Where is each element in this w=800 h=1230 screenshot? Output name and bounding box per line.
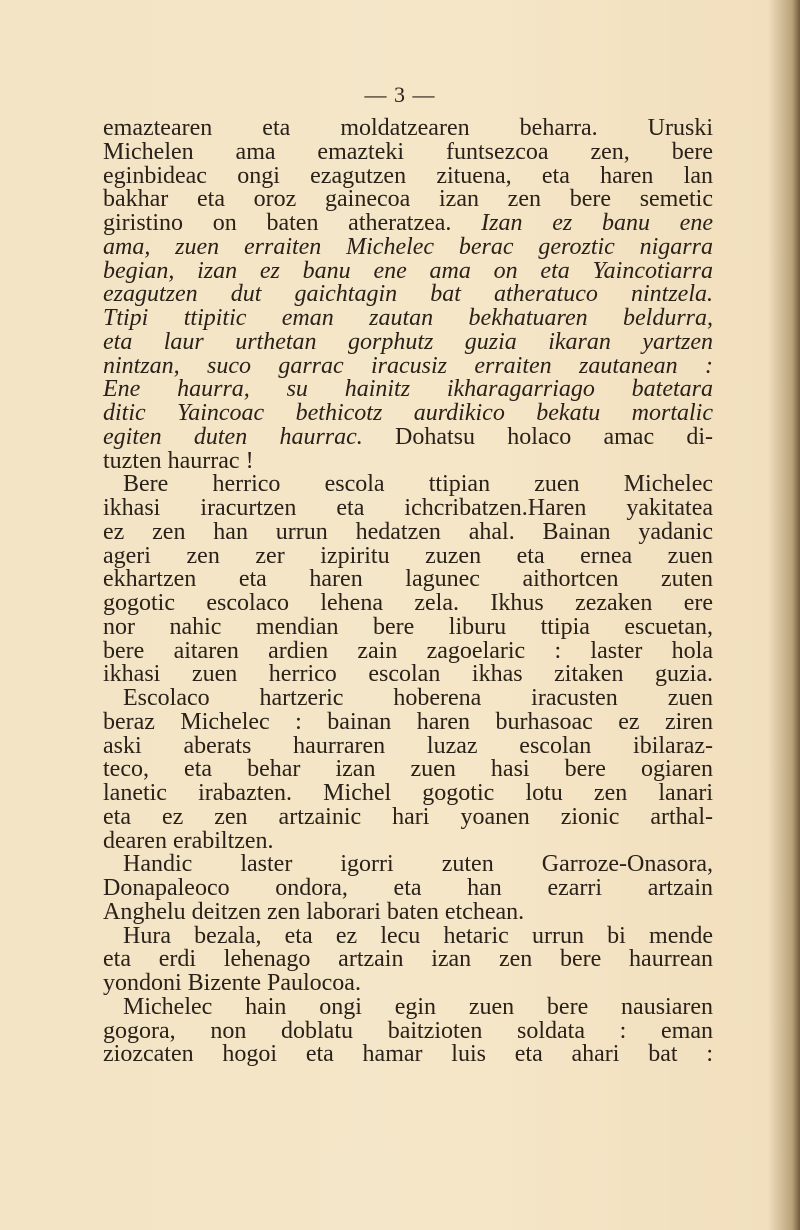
italic-text: begian, izan ez banu ene ama on eta Yaincotiarra	[103, 257, 713, 284]
text-segment: eta erdi lehenago artzain izan zen bere haurrean	[103, 946, 713, 973]
text-line	[103, 993, 713, 1020]
italic-text: ditic Yaincoac bethicotz aurdikico bekatu mortalic	[103, 400, 713, 426]
text-line	[103, 803, 713, 830]
text-segment: Michelec hain ongi egin zuen bere nausiaren	[123, 993, 713, 1020]
text-line	[103, 402, 713, 426]
text-line	[103, 233, 713, 260]
text-line	[103, 188, 713, 212]
italic-text: ama, zuen erraiten Michelec berac geroztic nigarra	[103, 233, 713, 260]
text-segment: gogora, non doblatu baitzioten soldata : eman	[103, 1017, 713, 1044]
text-line	[103, 637, 713, 664]
text-line	[103, 972, 713, 996]
text-segment: eta ez zen artzainic hari yoanen zionic arthal-	[103, 803, 713, 830]
text-segment: bere aitaren ardien zain zagoelaric : laster hola	[103, 637, 713, 664]
text-line	[103, 1017, 713, 1044]
text-segment: nor nahic mendian bere liburu ttipia escuetan,	[103, 613, 713, 640]
text-segment: emaztearen eta moldatzearen beharra. Uruski	[103, 115, 713, 141]
text-line	[103, 542, 713, 569]
text-segment: Handic laster igorri zuten Garroze-Onasora,	[123, 851, 713, 878]
text-segment: Michelen ama emazteki funtsezcoa zen, bere	[103, 138, 713, 165]
text-segment: dearen erabiltzen.	[103, 827, 274, 854]
text-line	[103, 708, 713, 735]
text-line	[103, 687, 713, 711]
text-segment: beraz Michelec : bainan haren burhasoac ez ziren	[103, 708, 713, 735]
text-line	[103, 518, 713, 545]
body-text	[103, 117, 713, 1067]
italic-text: Ene haurra, su hainitz ikharagarriago batetara	[103, 376, 713, 403]
text-line	[103, 853, 713, 877]
text-line	[103, 378, 713, 402]
text-line	[103, 352, 713, 379]
text-segment: ikhasi zuen herrico escolan ikhas zitaken guzia.	[103, 661, 713, 688]
text-segment: lanetic irabazten. Michel gogotic lotu zen lanari	[103, 780, 713, 806]
text-line	[103, 663, 713, 687]
text-line	[103, 257, 713, 284]
text-segment: eginbideac ongi ezagutzen zituena, eta haren lan	[103, 162, 713, 189]
text-segment: yondoni Bizente Paulocoa.	[103, 970, 361, 996]
italic-text: Izan ez banu ene	[481, 210, 713, 236]
text-line	[103, 447, 713, 474]
text-line	[103, 423, 714, 450]
text-segment: tuzten haurrac !	[103, 447, 254, 474]
text-line	[103, 283, 713, 307]
text-line	[103, 117, 713, 141]
italic-text: ezagutzen dut gaichtagin bat atheratuco nintzela.	[103, 281, 713, 308]
text-segment: Dohatsu holaco amac di-	[395, 423, 714, 450]
italic-text: nintzan, suco garrac iracusiz erraiten zautanean :	[103, 352, 713, 379]
text-segment: giristino on baten atheratzea.	[103, 210, 482, 236]
text-segment: aski aberats haurraren luzaz escolan ibilaraz-	[103, 732, 713, 759]
text-segment: Anghelu deitzen zen laborari baten etchean.	[103, 898, 525, 925]
text-segment: ageri zen zer izpiritu zuzen eta ernea zuen	[103, 542, 713, 569]
text-line	[103, 922, 713, 949]
text-segment: teco, eta behar izan zuen hasi bere ogiaren	[103, 756, 713, 783]
text-line	[103, 1043, 713, 1067]
italic-text: eta laur urthetan gorphutz guzia ikaran yartzen	[103, 328, 713, 355]
text-segment: Hura bezala, eta ez lecu hetaric urrun bi mende	[123, 922, 713, 949]
text-segment: Escolaco hartzeric hoberena iracusten zuen	[123, 685, 713, 711]
italic-text: egiten duten haurrac.	[103, 423, 396, 450]
page-number: — 3 —	[364, 82, 436, 107]
text-line	[103, 877, 713, 901]
italic-text: Ttipi ttipitic eman zautan bekhatuaren beldurra,	[103, 305, 713, 331]
text-line	[103, 568, 713, 592]
text-segment: gogotic escolaco lehena zela. Ikhus zezaken ere	[103, 590, 713, 616]
text-line	[103, 898, 713, 925]
text-segment: ez zen han urrun hedatzen ahal. Bainan yadanic	[103, 518, 713, 545]
text-line	[103, 827, 713, 854]
text-line	[103, 782, 713, 806]
text-line	[103, 162, 713, 189]
text-segment: bakhar eta oroz gainecoa izan zen bere semetic	[103, 186, 713, 213]
text-line	[103, 592, 713, 616]
text-segment: Donapaleoco ondora, eta han ezarri artzain	[103, 875, 713, 901]
text-line	[103, 212, 713, 236]
text-line	[103, 948, 713, 972]
text-line	[103, 758, 713, 782]
text-line	[103, 473, 713, 497]
text-segment: ekhartzen eta haren lagunec aithortcen zuten	[103, 566, 713, 593]
text-line	[103, 613, 713, 640]
text-line	[103, 732, 713, 759]
text-line	[103, 307, 713, 331]
text-segment: ziozcaten hogoi eta hamar luis eta ahari bat :	[103, 1041, 713, 1068]
text-segment: ikhasi iracurtzen eta ichcribatzen.Haren yakitatea	[103, 495, 713, 521]
text-line	[103, 328, 713, 355]
text-segment: Bere herrico escola ttipian zuen Michelec	[123, 471, 713, 498]
text-line	[103, 497, 713, 521]
text-line	[103, 138, 713, 165]
